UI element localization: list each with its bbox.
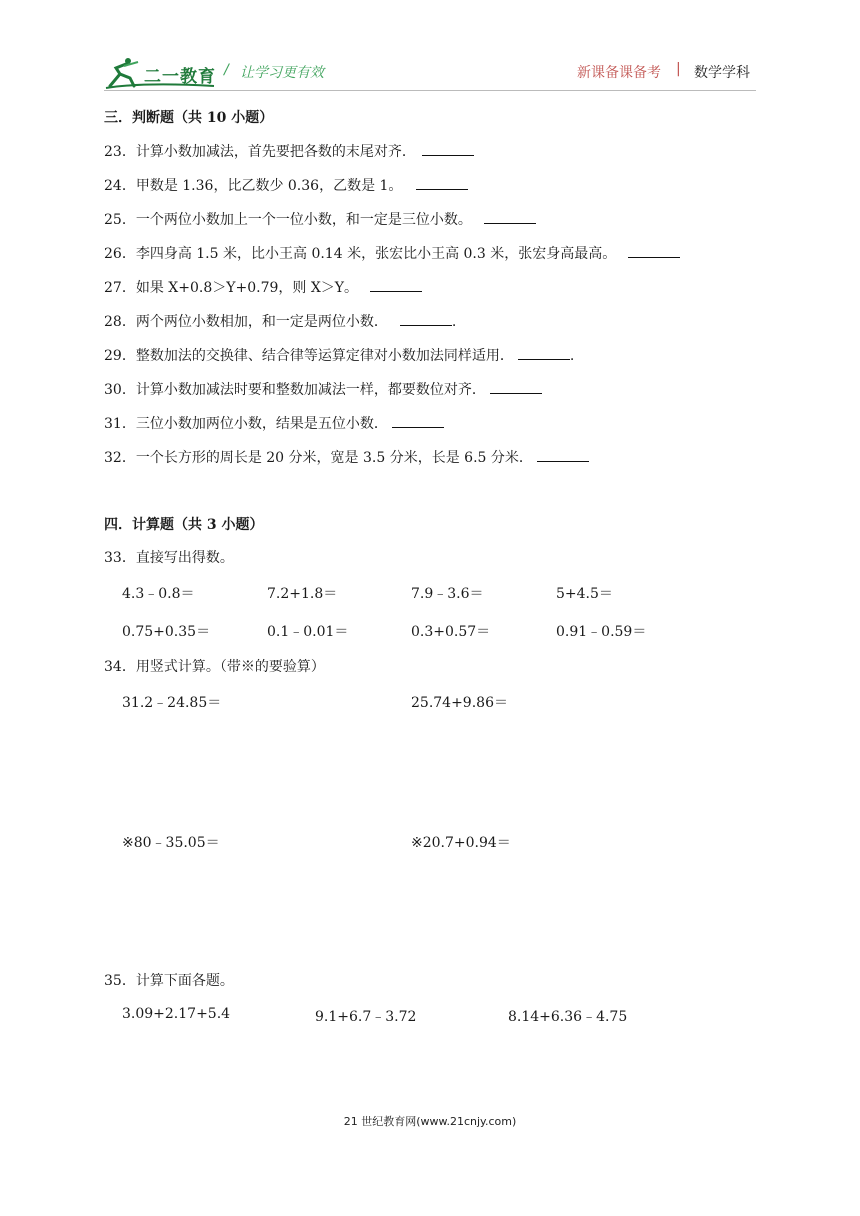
question-34-label: 34．用竖式计算。（带※的要验算）	[104, 659, 325, 675]
question-number: 26．	[104, 246, 136, 262]
header-divider	[104, 90, 756, 91]
page-footer: 21 世纪教育网(www.21cnjy.com)	[343, 1115, 517, 1128]
section-title-calculation: 四．计算题（共 3 小题）	[104, 517, 264, 533]
question-tail: .	[569, 348, 575, 364]
answer-blank[interactable]	[422, 143, 474, 156]
oral-calc-item: 5+4.5＝	[556, 586, 613, 602]
mixed-calc-item: 8.14+6.36﹣4.75	[508, 1009, 628, 1025]
mixed-calc-item: 3.09+2.17+5.4	[122, 1006, 231, 1022]
vertical-calc-item: ※80﹣35.05＝	[122, 835, 220, 851]
answer-blank[interactable]	[370, 279, 422, 292]
question-item	[104, 175, 468, 195]
question-item	[104, 413, 444, 433]
question-text: 两个两位小数相加，和一定是两位小数．	[135, 314, 388, 330]
answer-blank[interactable]	[392, 415, 444, 428]
question-number: 24．	[104, 178, 136, 194]
oral-calc-item: 4.3﹣0.8＝	[122, 586, 195, 602]
answer-blank[interactable]	[490, 381, 542, 394]
question-item	[104, 311, 456, 331]
question-number: 32．	[104, 450, 136, 466]
question-35-label: 35．计算下面各题。	[104, 973, 234, 989]
question-item	[104, 277, 422, 297]
question-item	[104, 243, 680, 263]
slogan: 让学习更有效	[240, 65, 324, 81]
question-33-label: 33．直接写出得数。	[104, 550, 234, 566]
question-item	[104, 345, 574, 365]
question-text: 三位小数加两位小数，结果是五位小数．	[135, 416, 388, 432]
vertical-calc-item: ※20.7+0.94＝	[411, 835, 511, 851]
logo-text: 二一教育	[144, 67, 216, 87]
answer-blank[interactable]	[416, 177, 468, 190]
question-text: 计算小数加减法，首先要把各数的末尾对齐．	[135, 144, 416, 160]
question-item	[104, 141, 474, 161]
question-tail: .	[451, 314, 457, 330]
question-text: 一个长方形的周长是 20 分米，宽是 3.5 分米，长是 6.5 分米．	[135, 450, 533, 466]
question-number: 23．	[104, 144, 136, 160]
header-separator: |	[676, 61, 681, 77]
question-number: 29．	[104, 348, 136, 364]
question-text: 一个两位小数加上一个一位小数，和一定是三位小数。	[135, 212, 472, 228]
answer-blank[interactable]	[518, 347, 570, 360]
header-subject: 数学学科	[694, 65, 750, 81]
question-number: 27．	[104, 280, 136, 296]
question-number: 31．	[104, 416, 136, 432]
answer-blank[interactable]	[537, 449, 589, 462]
question-text: 李四身高 1.5 米，比小王高 0.14 米，张宏比小王高 0.3 米，张宏身高最高。	[135, 246, 617, 262]
question-item	[104, 447, 589, 467]
answer-blank[interactable]	[484, 211, 536, 224]
question-number: 28．	[104, 314, 136, 330]
mixed-calc-item: 9.1+6.7﹣3.72	[315, 1009, 417, 1025]
oral-calc-item: 0.75+0.35＝	[122, 624, 211, 640]
oral-calc-item: 0.1﹣0.01＝	[267, 624, 349, 640]
oral-calc-item: 7.2+1.8＝	[267, 586, 338, 602]
answer-blank[interactable]	[628, 245, 680, 258]
question-number: 30．	[104, 382, 136, 398]
slogan-slash: /	[224, 62, 229, 78]
oral-calc-item: 0.3+0.57＝	[411, 624, 491, 640]
question-item	[104, 379, 542, 399]
question-text: 计算小数加减法时要和整数加减法一样，都要数位对齐．	[135, 382, 486, 398]
oral-calc-item: 7.9﹣3.6＝	[411, 586, 484, 602]
vertical-calc-item: 25.74+9.86＝	[411, 695, 508, 711]
answer-blank[interactable]	[400, 313, 452, 326]
question-number: 25．	[104, 212, 136, 228]
question-item	[104, 209, 536, 229]
question-text: 如果 X+0.8＞Y+0.79，则 X＞Y。	[135, 280, 359, 296]
header-right-text: 新课备课备考	[577, 65, 661, 81]
section-title-judgement: 三．判断题（共 10 小题）	[104, 110, 274, 126]
oral-calc-item: 0.91﹣0.59＝	[556, 624, 647, 640]
vertical-calc-item: 31.2﹣24.85＝	[122, 695, 222, 711]
question-text: 整数加法的交换律、结合律等运算定律对小数加法同样适用．	[135, 348, 514, 364]
question-text: 甲数是 1.36，比乙数少 0.36，乙数是 1。	[135, 178, 403, 194]
